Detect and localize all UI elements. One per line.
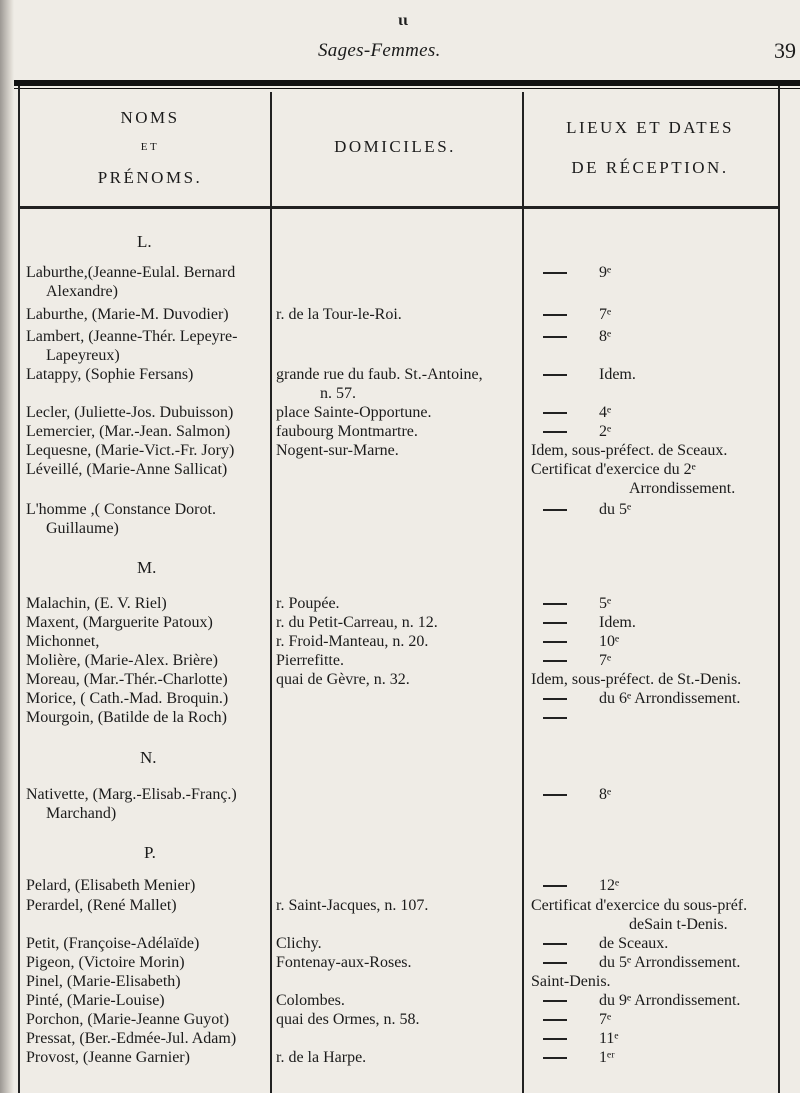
ditto-dash bbox=[543, 885, 567, 887]
top-rule bbox=[14, 80, 800, 86]
row-domicile bbox=[276, 670, 524, 689]
row-name-text: Lemercier, (Mar.-Jean. Salmon) bbox=[26, 423, 231, 440]
row-reception-text: 7ᵉ bbox=[599, 306, 612, 323]
row-reception-text: du 6ᵉ Arrondissement. bbox=[599, 690, 741, 707]
row-name-text: Latappy, (Sophie Fersans) bbox=[26, 366, 194, 383]
header-lieux-et-dates: LIEUX ET DATES bbox=[566, 118, 734, 137]
row-name bbox=[26, 327, 276, 365]
row-name bbox=[26, 422, 276, 441]
row-name bbox=[26, 1010, 276, 1029]
header-domiciles: DOMICILES. bbox=[334, 137, 456, 156]
row-name bbox=[26, 708, 276, 727]
page-edge bbox=[0, 0, 14, 1093]
running-head bbox=[0, 40, 800, 68]
row-name-text: Pressat, (Ber.-Edmée-Jul. Adam) bbox=[26, 1030, 237, 1047]
row-name bbox=[26, 972, 276, 991]
ditto-dash bbox=[543, 660, 567, 662]
ditto-dash bbox=[543, 272, 567, 274]
header-prenoms: PRÉNOMS. bbox=[97, 168, 203, 187]
row-reception bbox=[531, 613, 799, 632]
row-name-text: Pinel, (Marie-Elisabeth) bbox=[26, 973, 181, 990]
row-name bbox=[26, 934, 276, 953]
row-reception bbox=[531, 1048, 799, 1067]
row-reception bbox=[531, 651, 799, 670]
row-reception-text: 11ᵉ bbox=[599, 1030, 619, 1047]
row-reception-text: Idem. bbox=[599, 366, 636, 383]
header-ornament: ιι bbox=[398, 12, 408, 29]
ditto-dash bbox=[543, 943, 567, 945]
row-reception-text: Idem. bbox=[599, 614, 636, 631]
row-domicile bbox=[276, 403, 524, 422]
row-reception-text: 8ᵉ bbox=[599, 786, 612, 803]
row-reception bbox=[531, 632, 799, 651]
row-reception-text: 2ᵉ bbox=[599, 423, 612, 440]
row-name-text: Porchon, (Marie-Jeanne Guyot) bbox=[26, 1011, 230, 1028]
row-name-text: Léveillé, (Marie-Anne Sallicat) bbox=[26, 461, 228, 478]
row-reception-text: Idem, sous-préfect. de Sceaux. bbox=[531, 442, 728, 459]
page-number: 39 bbox=[774, 38, 796, 63]
row-domicile-text: quai de Gèvre, n. 32. bbox=[276, 671, 410, 688]
header-rule-col2 bbox=[272, 206, 522, 209]
ditto-dash bbox=[543, 622, 567, 624]
row-domicile-continuation: n. 57. bbox=[320, 385, 356, 402]
ditto-dash bbox=[543, 374, 567, 376]
row-reception bbox=[531, 500, 799, 519]
row-name-continuation: Alexandre) bbox=[46, 283, 118, 300]
row-domicile bbox=[276, 991, 524, 1010]
row-name-continuation: Guillaume) bbox=[46, 520, 119, 537]
row-name-continuation: Marchand) bbox=[46, 805, 117, 822]
row-reception-text: 4ᵉ bbox=[599, 404, 612, 421]
top-rule-thin bbox=[14, 88, 800, 89]
ditto-dash bbox=[543, 412, 567, 414]
row-reception-text: du 5ᵉ Arrondissement. bbox=[599, 954, 741, 971]
row-name bbox=[26, 689, 276, 708]
row-domicile-text: Clichy. bbox=[276, 935, 322, 952]
row-reception-text: 7ᵉ bbox=[599, 1011, 612, 1028]
row-reception-text: 9ᵉ bbox=[599, 264, 612, 281]
row-name bbox=[26, 594, 276, 613]
header-de-reception: DE RÉCEPTION. bbox=[571, 158, 729, 177]
row-name bbox=[26, 896, 276, 915]
row-domicile-text: r. du Petit-Carreau, n. 12. bbox=[276, 614, 438, 631]
row-domicile bbox=[276, 594, 524, 613]
row-name-text: Pinté, (Marie-Louise) bbox=[26, 992, 165, 1009]
row-domicile bbox=[276, 632, 524, 651]
row-name bbox=[26, 500, 276, 538]
ditto-dash bbox=[543, 1038, 567, 1040]
row-name-text: Pelard, (Elisabeth Menier) bbox=[26, 877, 196, 894]
ditto-dash bbox=[543, 794, 567, 796]
row-reception-text: de Sceaux. bbox=[599, 935, 669, 952]
section-letter-p: P. bbox=[144, 843, 156, 862]
row-domicile-text: r. de la Tour-le-Roi. bbox=[276, 306, 402, 323]
row-reception-text: 8ᵉ bbox=[599, 328, 612, 345]
row-reception-text: du 5ᵉ bbox=[599, 501, 632, 518]
row-domicile-text: r. de la Harpe. bbox=[276, 1049, 367, 1066]
row-reception bbox=[531, 305, 799, 324]
row-domicile bbox=[276, 651, 524, 670]
row-domicile-text: r. Poupée. bbox=[276, 595, 340, 612]
row-reception-text: 7ᵉ bbox=[599, 652, 612, 669]
ditto-dash bbox=[543, 641, 567, 643]
row-name bbox=[26, 263, 276, 301]
row-reception bbox=[531, 689, 799, 708]
row-domicile-text: place Sainte-Opportune. bbox=[276, 404, 432, 421]
row-domicile-text: Colombes. bbox=[276, 992, 345, 1009]
row-reception bbox=[531, 403, 799, 422]
row-name-text: Lequesne, (Marie-Vict.-Fr. Jory) bbox=[26, 442, 235, 459]
header-rule-col1 bbox=[18, 206, 270, 209]
row-name-text: Nativette, (Marg.-Elisab.-Franç.) bbox=[26, 786, 237, 803]
row-reception-text: 5ᵉ bbox=[599, 595, 612, 612]
row-reception bbox=[531, 460, 799, 498]
row-reception bbox=[531, 876, 799, 895]
row-name bbox=[26, 460, 276, 479]
row-reception bbox=[531, 953, 799, 972]
row-name bbox=[26, 365, 276, 384]
row-name-text: Lambert, (Jeanne-Thér. Lepeyre- bbox=[26, 328, 238, 345]
ditto-dash bbox=[543, 336, 567, 338]
row-domicile-text: grande rue du faub. St.-Antoine, bbox=[276, 366, 483, 383]
header-rule-col3 bbox=[524, 206, 778, 209]
row-domicile bbox=[276, 1010, 524, 1029]
row-name bbox=[26, 651, 276, 670]
row-name bbox=[26, 403, 276, 422]
row-name-text: Malachin, (E. V. Riel) bbox=[26, 595, 167, 612]
ditto-dash bbox=[543, 603, 567, 605]
row-name bbox=[26, 1048, 276, 1067]
row-reception bbox=[531, 1029, 799, 1048]
row-name bbox=[26, 613, 276, 632]
row-name-text: Molière, (Marie-Alex. Brière) bbox=[26, 652, 218, 669]
section-letter-m: M. bbox=[137, 558, 157, 577]
ditto-dash bbox=[543, 314, 567, 316]
row-domicile bbox=[276, 305, 524, 324]
row-name-text: L'homme ,( Constance Dorot. bbox=[26, 501, 216, 518]
row-name-text: Petit, (Françoise-Adélaïde) bbox=[26, 935, 200, 952]
row-reception-text: Certificat d'exercice du 2ᵉ bbox=[531, 461, 696, 478]
row-reception bbox=[531, 785, 799, 804]
ditto-dash bbox=[543, 1057, 567, 1059]
row-name-text: Morice, ( Cath.-Mad. Broquin.) bbox=[26, 690, 229, 707]
row-name-text: Michonnet, bbox=[26, 633, 100, 650]
row-name bbox=[26, 991, 276, 1010]
row-reception bbox=[531, 670, 799, 689]
row-name-continuation: Lapeyreux) bbox=[46, 347, 120, 364]
row-name bbox=[26, 785, 276, 823]
ditto-dash bbox=[543, 717, 567, 719]
row-name bbox=[26, 670, 276, 689]
row-reception-text: 12ᵉ bbox=[599, 877, 620, 894]
row-reception bbox=[531, 422, 799, 441]
row-reception bbox=[531, 594, 799, 613]
row-reception-text: Certificat d'exercice du sous-préf. bbox=[531, 897, 748, 914]
row-reception-text: 1ᵉʳ bbox=[599, 1049, 615, 1066]
row-reception bbox=[531, 441, 799, 460]
row-name-text: Moreau, (Mar.-Thér.-Charlotte) bbox=[26, 671, 228, 688]
row-domicile bbox=[276, 934, 524, 953]
row-name bbox=[26, 1029, 276, 1048]
row-domicile-text: r. Froid-Manteau, n. 20. bbox=[276, 633, 429, 650]
left-border bbox=[18, 86, 20, 1093]
row-name bbox=[26, 441, 276, 460]
header-et: ET bbox=[140, 141, 160, 153]
row-reception bbox=[531, 934, 799, 953]
row-name bbox=[26, 305, 276, 324]
row-reception bbox=[531, 1010, 799, 1029]
row-name-text: Pigeon, (Victoire Morin) bbox=[26, 954, 185, 971]
row-domicile-text: Pierrefitte. bbox=[276, 652, 344, 669]
row-reception bbox=[531, 896, 799, 934]
ditto-dash bbox=[543, 431, 567, 433]
row-domicile bbox=[276, 613, 524, 632]
row-name-text: Laburthe, (Marie-M. Duvodier) bbox=[26, 306, 229, 323]
header-noms: NOMS bbox=[120, 108, 180, 127]
row-reception-continuation: deSain t-Denis. bbox=[629, 916, 728, 933]
row-domicile-text: quai des Ormes, n. 58. bbox=[276, 1011, 420, 1028]
row-name bbox=[26, 876, 276, 895]
row-reception-text: Idem, sous-préfect. de St.-Denis. bbox=[531, 671, 742, 688]
row-reception bbox=[531, 708, 799, 727]
row-name-text: Maxent, (Marguerite Patoux) bbox=[26, 614, 213, 631]
ditto-dash bbox=[543, 962, 567, 964]
row-name bbox=[26, 632, 276, 651]
row-reception-continuation: Arrondissement. bbox=[629, 480, 736, 497]
ditto-dash bbox=[543, 509, 567, 511]
section-letter-n: N. bbox=[140, 748, 157, 767]
row-name-text: Lecler, (Juliette-Jos. Dubuisson) bbox=[26, 404, 234, 421]
row-domicile-text: faubourg Montmartre. bbox=[276, 423, 418, 440]
ditto-dash bbox=[543, 1019, 567, 1021]
row-reception bbox=[531, 365, 799, 384]
row-domicile bbox=[276, 441, 524, 460]
row-domicile bbox=[276, 1048, 524, 1067]
row-domicile-text: Nogent-sur-Marne. bbox=[276, 442, 399, 459]
row-domicile bbox=[276, 953, 524, 972]
row-domicile bbox=[276, 422, 524, 441]
row-domicile-text: r. Saint-Jacques, n. 107. bbox=[276, 897, 429, 914]
row-reception-text: Saint-Denis. bbox=[531, 973, 611, 990]
row-domicile bbox=[276, 365, 524, 403]
row-domicile-text: Fontenay-aux-Roses. bbox=[276, 954, 412, 971]
section-letter-l: L. bbox=[137, 232, 152, 251]
row-reception-text: 10ᵉ bbox=[599, 633, 620, 650]
ditto-dash bbox=[543, 698, 567, 700]
running-title: Sages-Femmes. bbox=[318, 40, 441, 61]
row-domicile bbox=[276, 896, 524, 915]
row-reception bbox=[531, 991, 799, 1010]
row-reception bbox=[531, 263, 799, 282]
row-name-text: Perardel, (René Mallet) bbox=[26, 897, 177, 914]
row-reception bbox=[531, 972, 799, 991]
row-name-text: Mourgoin, (Batilde de la Roch) bbox=[26, 709, 227, 726]
row-reception-text: du 9ᵉ Arrondissement. bbox=[599, 992, 741, 1009]
ditto-dash bbox=[543, 1000, 567, 1002]
row-name-text: Provost, (Jeanne Garnier) bbox=[26, 1049, 190, 1066]
row-name-text: Laburthe,(Jeanne-Eulal. Bernard bbox=[26, 264, 236, 281]
row-reception bbox=[531, 327, 799, 346]
row-name bbox=[26, 953, 276, 972]
